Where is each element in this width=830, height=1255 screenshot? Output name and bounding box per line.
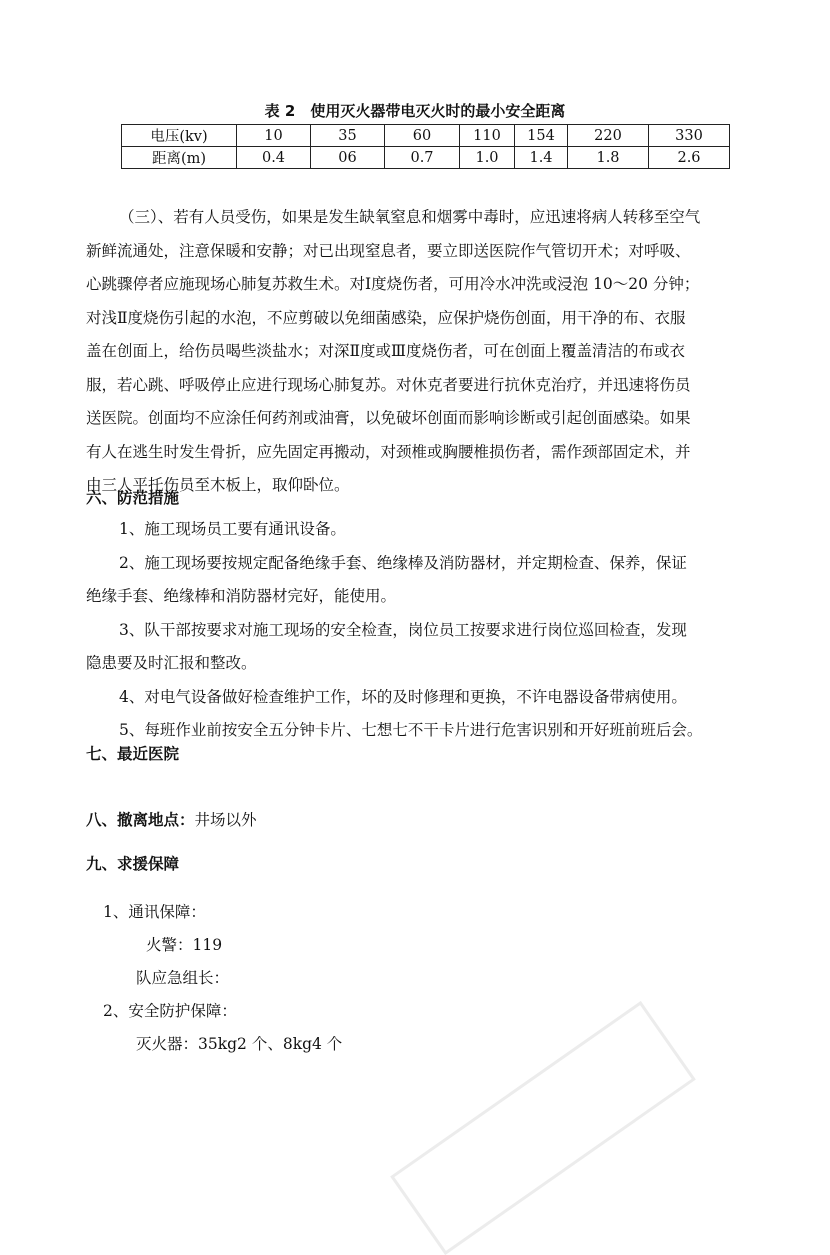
watermark-stamp xyxy=(390,1001,696,1255)
safety-label: 2、安全防护保障： xyxy=(103,1002,237,1020)
voltage-cell: 10 xyxy=(237,125,311,147)
evacuation-location: 井场以外 xyxy=(194,811,257,829)
list-item: 5、每班作业前按安全五分钟卡片、七想七不干卡片进行危害识别和开好班前班后会。 xyxy=(119,721,703,739)
paragraph-line: 送医院。创面均不应涂任何药剂或油膏，以免破坏创面而影响诊断或引起创面感染。如果 xyxy=(86,409,691,427)
paragraph-line: 盖在创面上，给伤员喝些淡盐水；对深Ⅱ度或Ⅲ度烧伤者，可在创面上覆盖清洁的布或衣 xyxy=(86,342,685,360)
team-leader: 队应急组长： xyxy=(136,969,230,987)
distance-row xyxy=(122,147,730,169)
section6-heading: 六、防范措施 xyxy=(86,489,180,507)
extinguisher-info: 灭火器：35kg2 个、8kg4 个 xyxy=(136,1035,343,1053)
paragraph-line: 心跳骤停者应施现场心肺复苏救生术。对Ⅰ度烧伤者，可用冷水冲洗或浸泡 10～20 分钟； xyxy=(86,275,700,293)
section7-heading: 七、最近医院 xyxy=(86,745,180,763)
list-item: 3、队干部按要求对施工现场的安全检查，岗位员工按要求进行岗位巡回检查，发现 xyxy=(119,620,687,639)
paragraph-line: 对浅Ⅱ度烧伤引起的水泡，不应剪破以免细菌感染，应保护烧伤创面，用干净的布、衣服 xyxy=(86,308,686,327)
section8 xyxy=(86,808,257,830)
paragraph-line: 由三人平托伤员至木板上，取仰卧位。 xyxy=(86,476,350,494)
section8-heading: 八、撤离地点： xyxy=(86,811,195,829)
voltage-cell: 154 xyxy=(515,125,568,147)
distance-cell: 0.7 xyxy=(385,147,460,169)
comm-label: 1、通讯保障： xyxy=(103,903,206,921)
voltage-cell: 110 xyxy=(460,125,515,147)
distance-cell: 1.0 xyxy=(460,147,515,169)
voltage-cell: 60 xyxy=(385,125,460,147)
table-title: 表 2 使用灭火器带电灭火时的最小安全距离 xyxy=(264,102,566,120)
paragraph-line: 新鲜流通处，注意保暖和安静；对已出现窒息者，要立即送医院作气管切开术；对呼吸、 xyxy=(86,241,691,260)
list-item: 2、施工现场要按规定配备绝缘手套、绝缘棒及消防器材，并定期检查、保养，保证 xyxy=(119,553,687,572)
list-item: 隐患要及时汇报和整改。 xyxy=(86,654,257,672)
distance-cell: 0.4 xyxy=(237,147,311,169)
list-item: 绝缘手套、绝缘棒和消防器材完好，能使用。 xyxy=(86,587,397,605)
voltage-label: 电压(kv) xyxy=(122,125,237,147)
distance-cell: 06 xyxy=(311,147,385,169)
voltage-cell: 35 xyxy=(311,125,385,147)
voltage-cell: 330 xyxy=(649,125,730,147)
injury-paragraph xyxy=(86,201,746,503)
list-item: 1、施工现场员工要有通讯设备。 xyxy=(119,520,346,538)
section9-heading: 九、求援保障 xyxy=(86,855,180,873)
distance-cell: 1.8 xyxy=(568,147,649,169)
fire-alarm: 火警：119 xyxy=(146,936,223,954)
section6-list xyxy=(86,513,746,748)
paragraph-line: 有人在逃生时发生骨折，应先固定再搬动，对颈椎或胸腰椎损伤者，需作颈部固定术，并 xyxy=(86,442,691,461)
voltage-row xyxy=(122,125,730,147)
safety-distance-table xyxy=(121,124,730,169)
paragraph-line: （三）、若有人员受伤，如果是发生缺氧窒息和烟雾中毒时，应迅速将病人转移至空气 xyxy=(119,208,701,226)
voltage-cell: 220 xyxy=(568,125,649,147)
paragraph-line: 服，若心跳、呼吸停止应进行现场心肺复苏。对休克者要进行抗休克治疗，并迅速将伤员 xyxy=(86,375,691,394)
distance-label: 距离(m) xyxy=(122,147,237,169)
distance-cell: 2.6 xyxy=(649,147,730,169)
list-item: 4、对电气设备做好检查维护工作，坏的及时修理和更换，不许电器设备带病使用。 xyxy=(119,687,687,706)
distance-cell: 1.4 xyxy=(515,147,568,169)
